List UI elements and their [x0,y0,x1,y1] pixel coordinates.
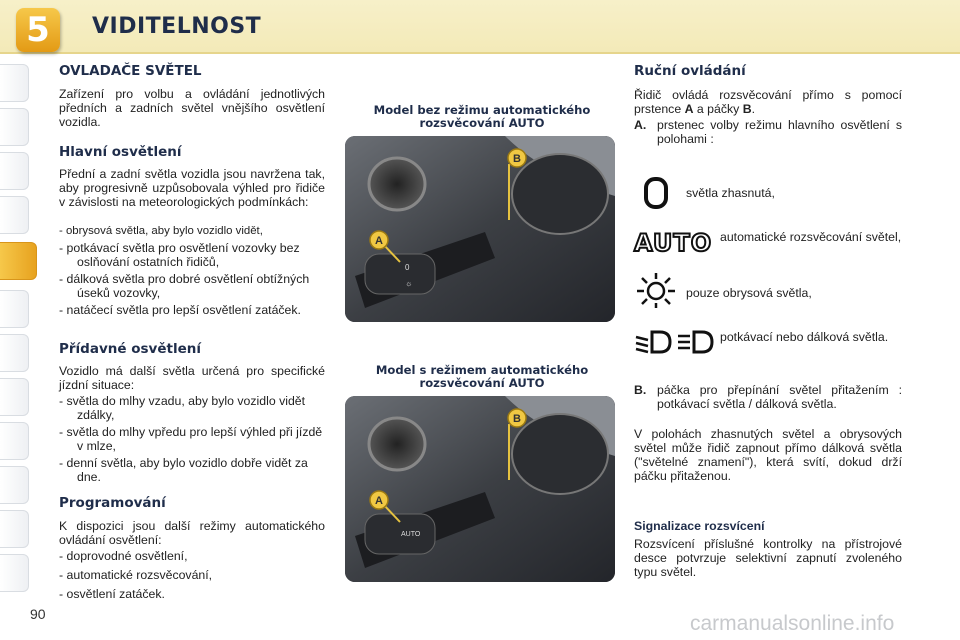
intro-ref-b: B [742,102,752,116]
side-tab[interactable] [0,108,29,146]
stalk-photo-no-auto [345,136,615,322]
main-lights-title: Hlavní osvětlení [59,144,182,160]
side-tab[interactable] [0,152,29,190]
intro-text: . [751,102,756,116]
auto-icon: AUTO [634,229,713,257]
stalk-illustration [345,396,615,582]
intro-ref-a: A [684,102,694,116]
item-a-label: A. [634,118,647,132]
side-tab[interactable] [0,64,29,102]
item-b [634,383,902,411]
header-divider [0,52,960,54]
side-tab[interactable] [0,334,29,372]
manual-control-title: Ruční ovládání [634,63,746,79]
lights-off-icon [641,177,671,209]
lights-off-label: světla zhasnutá, [686,186,775,200]
item-a [634,118,902,146]
beam-label: potkávací nebo dálková světla. [720,330,889,344]
list-item: - dálková světla pro dobré osvětlení obtížných úseků vozovky, [59,272,310,300]
programming-list [59,549,325,601]
list-item: - automatické rozsvěcování, [59,568,213,582]
photo-caption-1: Model bez režimu automatického rozsvěcování AUTO [373,103,591,130]
programming-title: Programování [59,495,166,511]
main-beam-icon [676,329,716,355]
list-item: - světla do mlhy vpředu pro lepší výhled při jízdě v mlze, [59,425,323,453]
item-b-label: B. [634,383,647,397]
stalk-photo-auto [345,396,615,582]
page-title: VIDITELNOST [92,14,262,39]
intro-text: Zařízení pro volbu a ovládání jednotlivých předních a zadních světel vnějšího osvětlení vozidla. [59,87,325,129]
main-lights-text: Přední a zadní světla vozidla jsou navržena tak, aby progresivně uzpůsobovala výhled pro řidiče v závislosti na meteorologických podmínkách: [59,167,325,209]
manual-control-intro [634,88,902,116]
list-item: - obrysová světla, aby bylo vozidlo vidět, [59,225,263,237]
list-item: - osvětlení zatáček. [59,587,165,601]
callout-b-label: B [513,153,521,165]
side-tab[interactable] [0,196,29,234]
intro-text: a páčky [693,102,743,116]
extra-lights-title: Přídavné osvětlení [59,341,201,357]
flash-text: V polohách zhasnutých světel a obrysových světel může řidič zapnout přímo dálková světla ("světelné znamení"), která svítí, dokud drží páčku přitaženou. [634,427,902,483]
side-tab[interactable] [0,554,29,592]
programming-text: K dispozici jsou další režimy automatického ovládání osvětlení: [59,519,325,547]
side-tab-active[interactable] [0,242,37,280]
callout-a-label: A [375,495,383,507]
signal-text: Rozsvícení příslušné kontrolky na přístrojové desce potvrzuje selektivní zapnutí zvoleného typu světel. [634,537,902,579]
svg-text:☼: ☼ [405,279,413,288]
item-b-text: páčka pro přepínání světel přitažením : potkávací světla / dálková světla. [657,383,902,411]
list-item: - doprovodné osvětlení, [59,549,188,563]
watermark: carmanualsonline.info [690,612,895,635]
side-tab[interactable] [0,290,29,328]
page-number: 90 [30,606,46,622]
photo-caption-2: Model s režimem automatického rozsvěcování AUTO [375,363,589,390]
side-tab[interactable] [0,510,29,548]
dipped-beam-icon [634,329,674,355]
callout-a-label: A [375,235,383,247]
list-item: - potkávací světla pro osvětlení vozovky bez oslňování ostatních řidičů, [59,241,300,269]
intro-text: Řidič ovládá rozsvěcování přímo s pomocí prstence [634,88,902,116]
extra-lights-list [59,394,325,484]
extra-lights-text: Vozidlo má další světla určená pro specifické jízdní situace: [59,364,325,392]
auto-label: automatické rozsvěcování světel, [720,230,902,244]
stalk-illustration [345,136,615,322]
list-item: - denní světla, aby bylo vozidlo dobře vidět za dne. [59,456,308,484]
item-a-text: prstenec volby režimu hlavního osvětlení s polohami : [657,118,902,146]
main-lights-list [59,224,325,317]
sidelights-icon [634,271,678,309]
list-item: - natáčecí světla pro lepší osvětlení zatáček. [59,303,301,317]
chapter-badge: 5 [16,8,60,52]
side-tab[interactable] [0,466,29,504]
auto-mark: AUTO [401,531,421,538]
callout-b-label: B [513,413,521,425]
side-tab[interactable] [0,378,29,416]
side-tab[interactable] [0,422,29,460]
sidelights-label: pouze obrysová světla, [686,286,812,300]
signal-title: Signalizace rozsvícení [634,519,765,533]
svg-text:0: 0 [405,263,410,272]
section-title: OVLADAČE SVĚTEL [59,63,202,79]
list-item: - světla do mlhy vzadu, aby bylo vozidlo vidět zdálky, [59,394,306,422]
